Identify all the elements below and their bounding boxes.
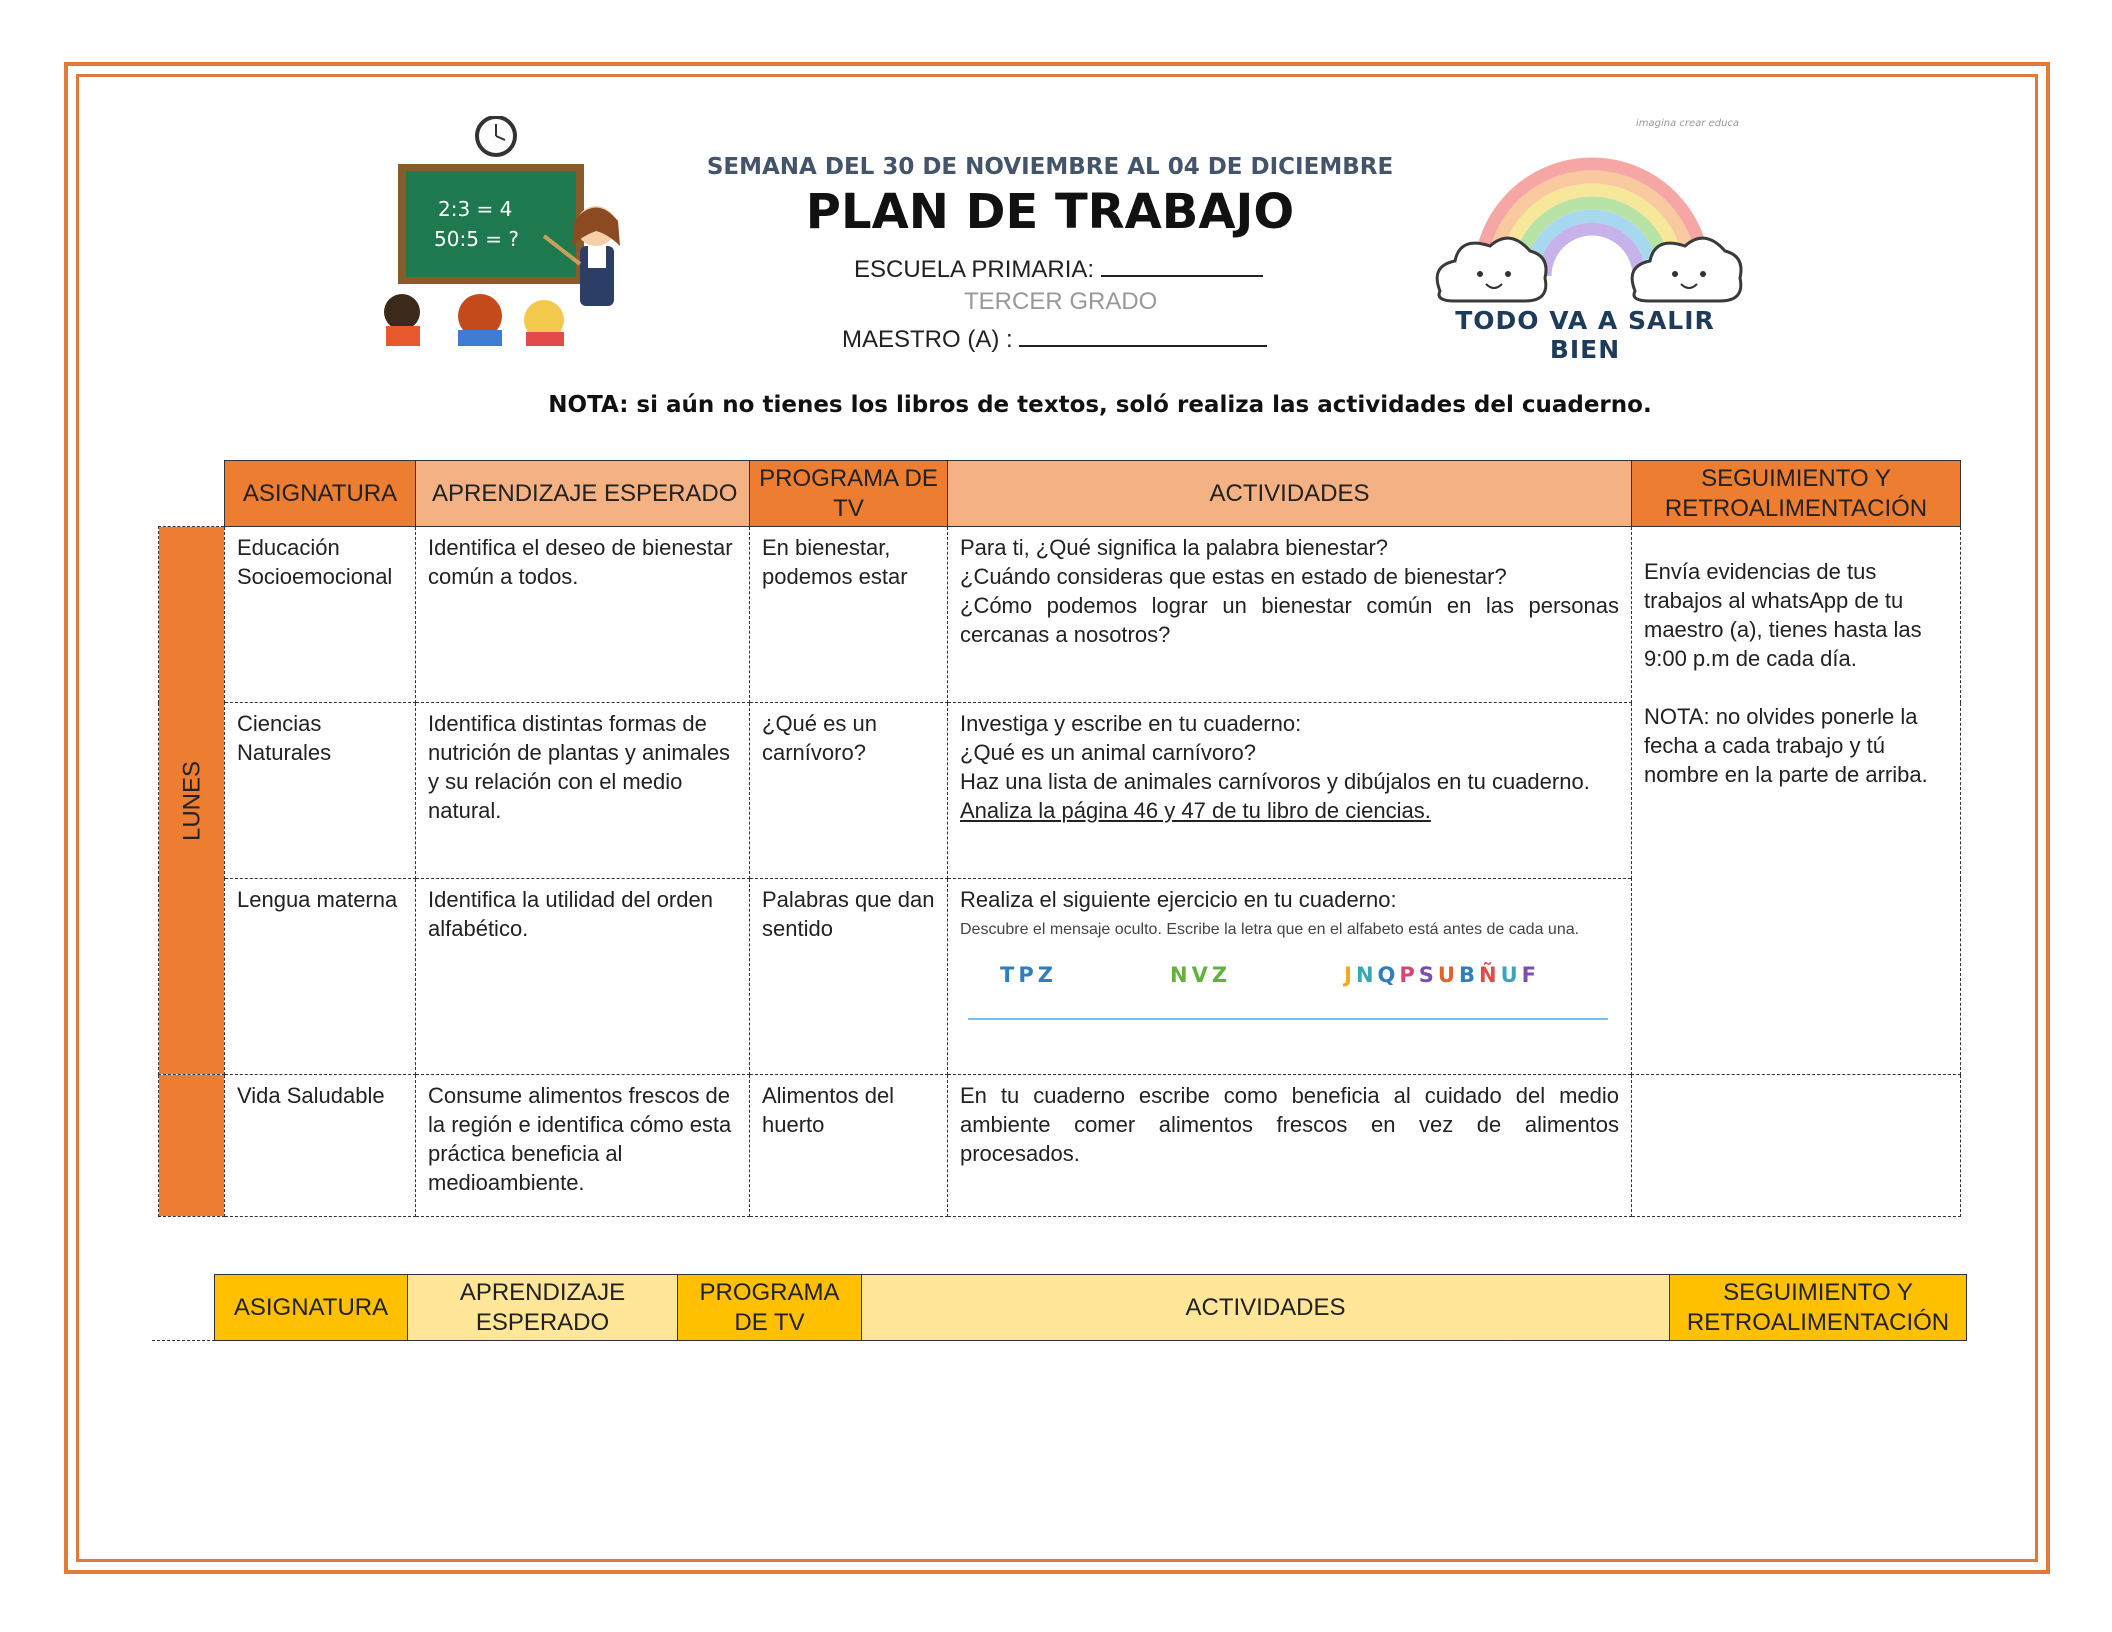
activity-line: Investiga y escribe en tu cuaderno: xyxy=(960,711,1302,736)
subject-cell: Educación Socioemocional xyxy=(225,527,416,703)
followup-text: Envía evidencias de tus trabajos al whatsApp de tu maestro (a), tienes hasta las 9:00 p.m de cada día. xyxy=(1644,559,1922,671)
teacher-blank xyxy=(1019,323,1267,347)
tv-cell: ¿Qué es un carnívoro? xyxy=(750,703,948,879)
subject-cell: Vida Saludable xyxy=(225,1075,416,1217)
classroom-illustration xyxy=(368,116,648,346)
image-credit: imagina crear educa xyxy=(1636,118,1740,129)
exercise-instruction: Descubre el mensaje oculto. Escribe la letra que en el alfabeto está antes de cada una. xyxy=(960,921,1580,938)
header-activities: ACTIVIDADES xyxy=(948,461,1632,527)
hidden-letter: U xyxy=(1437,963,1459,987)
header-subject: ASIGNATURA xyxy=(215,1275,408,1341)
followup-cell-empty xyxy=(1632,1075,1961,1217)
plan-table-next xyxy=(214,1274,1967,1341)
learning-cell: Identifica la utilidad del orden alfabético. xyxy=(416,879,750,1075)
header-learning: APRENDIZAJE ESPERADO xyxy=(416,461,750,527)
school-label: ESCUELA PRIMARIA: xyxy=(854,256,1095,283)
exercise-letters xyxy=(1000,961,1540,990)
learning-cell: Identifica distintas formas de nutrición de plantas y animales y su relación con el medio natural. xyxy=(416,703,750,879)
empty-corner xyxy=(159,461,225,527)
hidden-letter: U xyxy=(1500,963,1522,987)
page-title: PLAN DE TRABAJO xyxy=(805,184,1295,240)
teacher-field xyxy=(842,323,1267,354)
rainbow-caption: TODO VA A SALIR BIEN xyxy=(1455,306,1715,364)
hidden-letter: J xyxy=(1344,963,1356,987)
activities-cell xyxy=(948,527,1632,703)
hidden-letter: P xyxy=(1399,963,1419,987)
header-tv: PROGRAMA DE TV xyxy=(678,1275,862,1341)
day-column xyxy=(159,527,225,1075)
teacher-label: MAESTRO (A) : xyxy=(842,326,1013,353)
week-range: SEMANA DEL 30 DE NOVIEMBRE AL 04 DE DICIEMBRE xyxy=(706,154,1394,180)
activity-line: ¿Qué es un animal carnívoro? xyxy=(960,740,1256,765)
tv-cell: Palabras que dan sentido xyxy=(750,879,948,1075)
activity-line: Haz una lista de animales carnívoros y dibújalos en tu cuaderno. xyxy=(960,769,1590,794)
hidden-letter: B xyxy=(1458,963,1479,987)
plan-table-monday xyxy=(158,460,1961,1217)
hidden-word-2: NVZ xyxy=(1170,963,1232,987)
day-label: LUNES xyxy=(178,760,205,841)
header-followup: SEGUIMIENTO Y RETROALIMENTACIÓN xyxy=(1632,461,1961,527)
header-subject: ASIGNATURA xyxy=(225,461,416,527)
hidden-letter: Q xyxy=(1377,963,1400,987)
subject-cell: Lengua materna xyxy=(225,879,416,1075)
instruction-note: NOTA: si aún no tienes los libros de textos, soló realiza las actividades del cuaderno. xyxy=(548,392,1652,418)
header-tv: PROGRAMA DE TV xyxy=(750,461,948,527)
activity-line: Analiza la página 46 y 47 de tu libro de ciencias. xyxy=(960,798,1431,823)
tv-cell: Alimentos del huerto xyxy=(750,1075,948,1217)
activities-cell xyxy=(948,879,1632,1075)
grade-label: TERCER GRADO xyxy=(964,288,1158,315)
followup-cell xyxy=(1632,527,1961,1075)
bottom-dashed-rule xyxy=(152,1340,1962,1341)
header-activities: ACTIVIDADES xyxy=(862,1275,1670,1341)
day-column-continued xyxy=(159,1075,225,1217)
header-learning: APRENDIZAJE ESPERADO xyxy=(408,1275,678,1341)
board-line-1: 2:3 = 4 xyxy=(438,197,513,221)
activity-line: ¿Cuándo consideras que estas en estado de bienestar? xyxy=(960,564,1507,589)
activity-line: En tu cuaderno escribe como beneficia al cuidado del medio ambiente comer alimentos frescos en vez de alimentos procesados. xyxy=(960,1083,1619,1166)
hidden-word-3 xyxy=(1344,961,1540,990)
activity-line: Para ti, ¿Qué significa la palabra bienestar? xyxy=(960,535,1389,560)
subject-cell: Ciencias Naturales xyxy=(225,703,416,879)
board-line-2: 50:5 = ? xyxy=(434,227,519,251)
school-field xyxy=(854,253,1263,284)
hidden-letter: Ñ xyxy=(1478,963,1501,987)
school-blank xyxy=(1101,253,1263,277)
followup-note: NOTA: no olvides ponerle la fecha a cada trabajo y tú nombre en la parte de arriba. xyxy=(1644,704,1928,787)
tv-cell: En bienestar, podemos estar xyxy=(750,527,948,703)
hidden-word-1: TPZ xyxy=(1000,963,1057,987)
hidden-letter: F xyxy=(1521,963,1540,987)
learning-cell: Identifica el deseo de bienestar común a todos. xyxy=(416,527,750,703)
learning-cell: Consume alimentos frescos de la región e identifica cómo esta práctica beneficia al medioambiente. xyxy=(416,1075,750,1217)
answer-line xyxy=(968,1018,1608,1020)
hidden-letter: N xyxy=(1355,963,1378,987)
activities-cell xyxy=(948,703,1632,879)
header-followup: SEGUIMIENTO Y RETROALIMENTACIÓN xyxy=(1670,1275,1967,1341)
activity-line: ¿Cómo podemos lograr un bienestar común en las personas cercanas a nosotros? xyxy=(960,593,1619,647)
activities-cell xyxy=(948,1075,1632,1217)
hidden-letter: S xyxy=(1418,963,1438,987)
activity-line: Realiza el siguiente ejercicio en tu cuaderno: xyxy=(960,887,1397,912)
